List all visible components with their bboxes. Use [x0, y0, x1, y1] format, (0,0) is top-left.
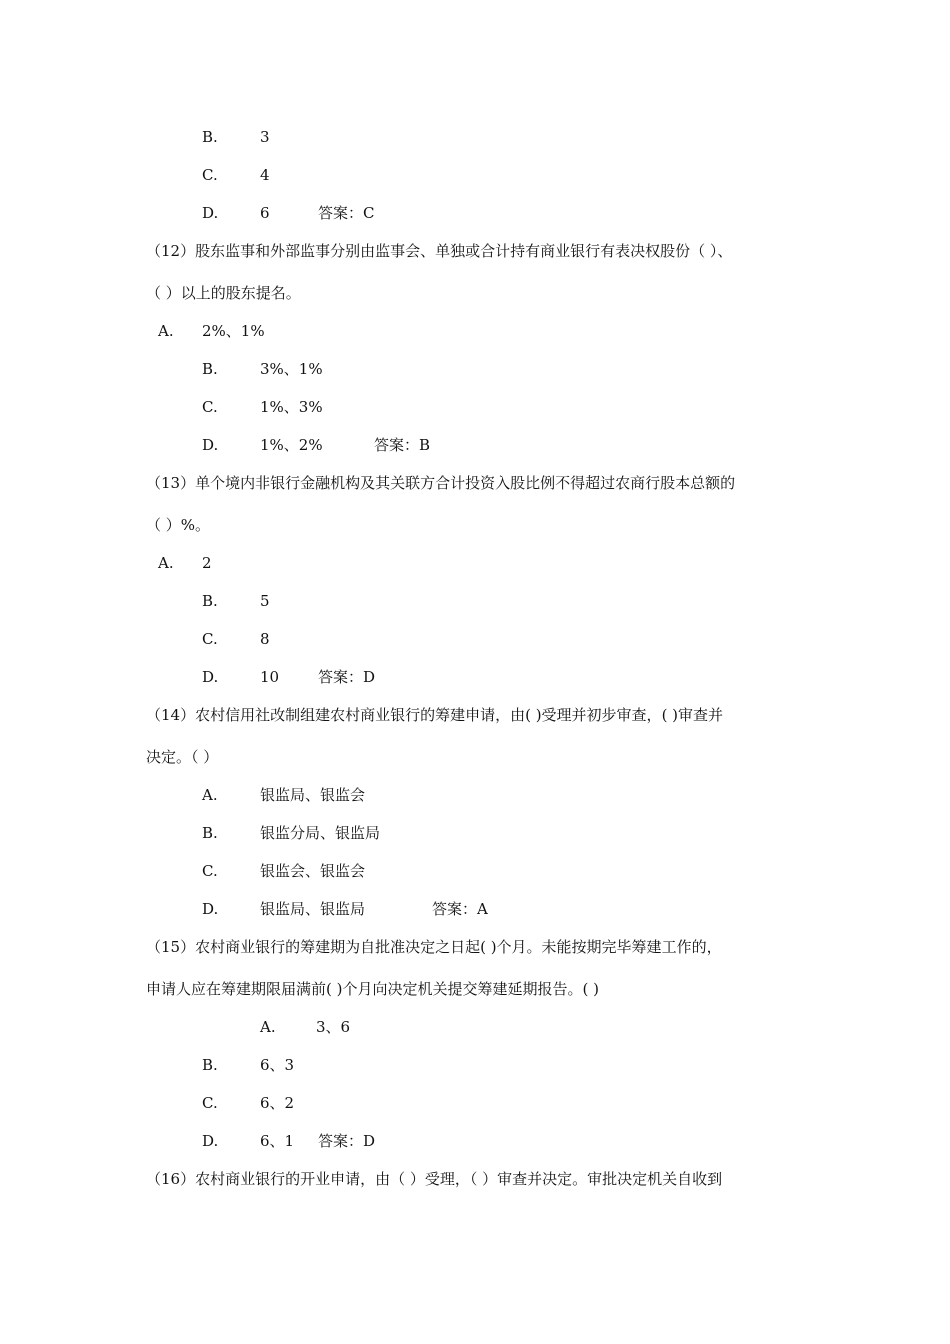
option-letter: C.	[202, 630, 218, 648]
question-15-line-1: （15）农村商业银行的筹建期为自批准决定之日起( )个月。未能按期完毕筹建工作的，	[146, 938, 722, 956]
option-row	[202, 629, 270, 649]
option-text: 银监局、银监局	[260, 900, 366, 918]
option-row	[202, 165, 270, 185]
option-row	[202, 203, 374, 223]
option-text: 3	[260, 128, 270, 146]
option-row	[260, 1017, 350, 1037]
answer-label: 答案：D	[318, 1132, 376, 1150]
option-text: 2	[202, 554, 212, 572]
option-row	[202, 1055, 294, 1075]
option-row	[202, 667, 375, 687]
question-15-line-2: 申请人应在筹建期限届满前( )个月向决定机关提交筹建延期报告。( )	[146, 980, 599, 998]
answer-label: 答案：D	[318, 668, 376, 686]
option-row	[158, 553, 212, 573]
option-letter: B.	[202, 1056, 218, 1074]
option-row	[202, 359, 323, 379]
option-row	[202, 823, 380, 843]
question-14-line-1: （14）农村信用社改制组建农村商业银行的筹建申请，由( )受理并初步审查，( )审查并	[146, 706, 724, 724]
option-text: 1%、3%	[260, 398, 323, 416]
option-text: 1%、2%	[260, 436, 323, 454]
option-row	[202, 591, 270, 611]
option-letter: A.	[158, 322, 174, 340]
question-13-line-1: （13）单个境内非银行金融机构及其关联方合计投资入股比例不得超过农商行股本总额的	[146, 474, 736, 492]
option-letter: B.	[202, 128, 218, 146]
option-letter: C.	[202, 1094, 218, 1112]
option-text: 8	[260, 630, 270, 648]
option-letter: B.	[202, 824, 218, 842]
option-text: 6	[260, 204, 270, 222]
option-row	[202, 397, 323, 417]
option-row	[202, 785, 365, 805]
question-12-line-1: （12）股东监事和外部监事分别由监事会、单独或合计持有商业银行有表决权股份（ ）、	[146, 242, 733, 260]
option-letter: C.	[202, 398, 218, 416]
option-letter: A.	[202, 786, 218, 804]
option-text: 银监分局、银监局	[260, 824, 381, 842]
option-letter: A.	[260, 1018, 276, 1036]
option-text: 银监局、银监会	[260, 786, 366, 804]
option-letter: C.	[202, 166, 218, 184]
option-row	[202, 861, 365, 881]
option-letter: D.	[202, 436, 219, 454]
option-letter: D.	[202, 204, 219, 222]
option-row	[202, 127, 270, 147]
question-13-line-2: （ ）%。	[146, 516, 211, 534]
option-letter: D.	[202, 668, 219, 686]
option-text: 4	[260, 166, 270, 184]
option-text: 10	[260, 668, 280, 686]
option-letter: B.	[202, 360, 218, 378]
option-row	[202, 899, 488, 919]
option-letter: C.	[202, 862, 218, 880]
question-12-line-2: （ ）以上的股东提名。	[146, 284, 301, 302]
question-14-line-2: 决定。（ ）	[146, 748, 219, 766]
option-text: 2%、1%	[202, 322, 265, 340]
option-text: 3、6	[316, 1018, 351, 1036]
option-row	[158, 321, 265, 341]
answer-label: 答案：C	[318, 204, 375, 222]
option-text: 6、3	[260, 1056, 295, 1074]
answer-label: 答案：B	[374, 436, 431, 454]
option-text: 6、1	[260, 1132, 295, 1150]
question-16-line-1: （16）农村商业银行的开业申请，由（ ）受理，（ ）审查并决定。审批决定机关自收到	[146, 1170, 723, 1188]
option-letter: A.	[158, 554, 174, 572]
option-text: 3%、1%	[260, 360, 323, 378]
option-row	[202, 435, 430, 455]
option-letter: B.	[202, 592, 218, 610]
answer-label: 答案：A	[432, 900, 488, 918]
option-letter: D.	[202, 1132, 219, 1150]
option-text: 6、2	[260, 1094, 295, 1112]
option-row	[202, 1131, 375, 1151]
option-text: 5	[260, 592, 270, 610]
option-letter: D.	[202, 900, 219, 918]
option-text: 银监会、银监会	[260, 862, 366, 880]
option-row	[202, 1093, 294, 1113]
